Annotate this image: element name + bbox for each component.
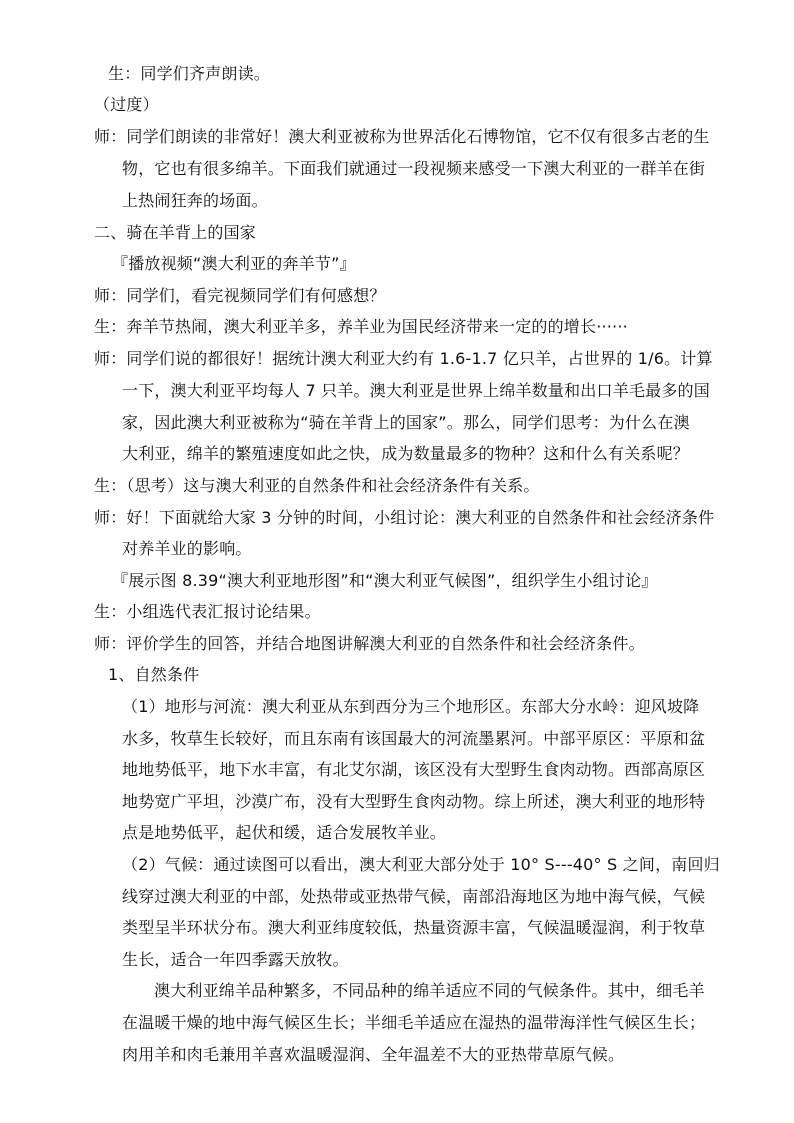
text-line: 师：同学们说的都很好！据统计澳大利亚大约有 1.6-1.7 亿只羊，占世界的 1/6。计算 <box>94 349 713 368</box>
text-line: （过度） <box>94 95 159 114</box>
text-line: 生：同学们齐声朗读。 <box>108 64 271 83</box>
text-line: 地势宽广平坦，沙漠广布，没有大型野生食肉动物。综上所述，澳大利亚的地形特 <box>122 792 706 811</box>
text-line: 物，它也有很多绵羊。下面我们就通过一段视频来感受一下澳大利亚的一群羊在街 <box>122 159 706 178</box>
text-line: 师：评价学生的回答，并结合地图讲解澳大利亚的自然条件和社会经济条件。 <box>94 634 645 653</box>
text-line: 上热闹狂奔的场面。 <box>122 191 268 210</box>
section-heading: 二、骑在羊背上的国家 <box>94 223 257 242</box>
text-line: 地地势低平，地下水丰富，有北艾尔湖，该区没有大型野生食肉动物。西部高原区 <box>122 760 706 779</box>
text-line: 点是地势低平，起伏和缓，适合发展牧羊业。 <box>122 823 447 842</box>
text-line: 师：同学们，看完视频同学们有何感想？ <box>94 286 386 305</box>
text-line: 师：同学们朗读的非常好！澳大利亚被称为世界活化石博物馆，它不仅有很多古老的生 <box>94 127 710 146</box>
text-line: 『展示图 8.39“澳大利亚地形图”和“澳大利亚气候图”，组织学生小组讨论』 <box>112 571 658 590</box>
text-line: 一下，澳大利亚平均每人 7 只羊。澳大利亚是世界上绵羊数量和出口羊毛最多的国 <box>122 381 710 400</box>
text-line: 对养羊业的影响。 <box>122 539 252 558</box>
text-line: 线穿过澳大利亚的中部，处热带或亚热带气候，南部沿海地区为地中海气候，气候 <box>122 887 706 906</box>
text-line: 肉用羊和肉毛兼用羊喜欢温暖湿润、全年温差不大的亚热带草原气候。 <box>122 1045 625 1064</box>
text-line: 类型呈半环状分布。澳大利亚纬度较低，热量资源丰富，气候温暖湿润，利于牧草 <box>122 918 706 937</box>
text-line: 『播放视频“澳大利亚的奔羊节”』 <box>112 254 356 273</box>
text-line: 师：好！下面就给大家 3 分钟的时间，小组讨论：澳大利亚的自然条件和社会经济条件 <box>94 508 715 527</box>
text-line: 生长，适合一年四季露天放牧。 <box>122 950 349 969</box>
text-line: （2）气候：通过读图可以看出，澳大利亚大部分处于 10° S---40° S 之间，南回归 <box>122 855 720 874</box>
text-line: 水多，牧草生长较好，而且东南有该国最大的河流墨累河。中部平原区：平原和盆 <box>122 729 706 748</box>
text-line: 澳大利亚绵羊品种繁多，不同品种的绵羊适应不同的气候条件。其中，细毛羊 <box>154 981 705 1000</box>
text-line: 在温暖干燥的地中海气候区生长；半细毛羊适应在湿热的温带海洋性气候区生长； <box>122 1013 706 1032</box>
text-line: 生：奔羊节热闹，澳大利亚羊多，养羊业为国民经济带来一定的的增长······ <box>94 317 628 336</box>
text-line: 家，因此澳大利亚被称为“骑在羊背上的国家”。那么，同学们思考：为什么在澳 <box>122 413 690 432</box>
text-line: 生：（思考）这与澳大利亚的自然条件和社会经济条件有关系。 <box>94 476 540 495</box>
text-line: （1）地形与河流：澳大利亚从东到西分为三个地形区。东部大分水岭：迎风坡降 <box>122 697 700 716</box>
text-line: 生：小组选代表汇报讨论结果。 <box>94 602 321 621</box>
subsection-heading: 1、自然条件 <box>108 665 200 684</box>
text-line: 大利亚，绵羊的繁殖速度如此之快，成为数量最多的物种？这和什么有关系呢？ <box>122 444 690 463</box>
